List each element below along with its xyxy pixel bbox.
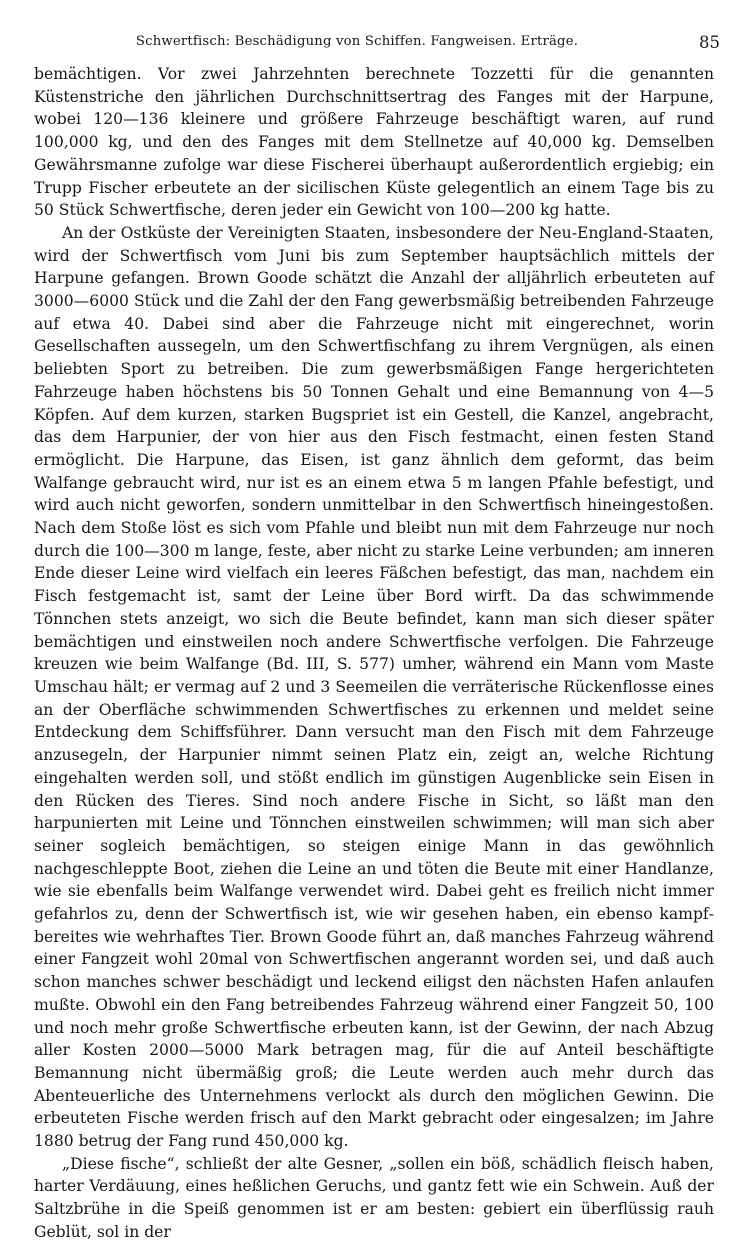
page-number: 85: [699, 33, 720, 52]
page-header: [34, 34, 720, 58]
paragraph-gesner-quote: „Diese fische“, schließt der alte Gesner, „sollen ein böß, schädlich fleisch haben, harter Verdäuung, eines heßlichen Geruchs, und gantz fett wie ein Schwein. Auß der Saltzbrühe in die Speiß genommen ist er am besten: gebiert ein überflüssig rauh Geblüt, sol in der: [34, 1154, 714, 1241]
body-text: [34, 63, 714, 1244]
running-head: Schwertfisch: Beschädigung von Schiffen. Fangweisen. Erträge.: [135, 34, 579, 49]
paragraph-continuation: bemächtigen. Vor zwei Jahrzehnten berechnete Tozzetti für die genannten Küstenstriche den jährlichen Durchschnittsertrag des Fanges mit der Harpune, wobei 120—136 kleinere und größere Fahrzeuge beschäftigt waren, auf rund 100,000 kg, und den des Fanges mit dem Stellnetze auf 40,000 kg. Demselben Gewährsmanne zufolge war diese Fischerei überhaupt außerordentlich ergiebig; ein Trupp Fischer erbeutete an der sicilischen Küste gelegentlich an einem Tage bis zu 50 Stück Schwertfische, deren jeder ein Gewicht von 100—200 kg hatte.: [34, 65, 714, 220]
paragraph-east-coast-fishing: An der Ostküste der Vereinigten Staaten, insbesondere der Neu-England-Staaten, wird der Schwertfisch vom Juni bis zum September hauptsächlich mittels der Harpune gefangen. Brown Goode schätzt die Anzahl der alljährlich erbeuteten auf 3000—6000 Stück und die Zahl der den Fang gewerbsmäßig betreibenden Fahrzeuge auf etwa 40. Dabei sind aber die Fahrzeuge nicht mit eingerechnet, worin Gesellschaften aussegeln, um den Schwertfischfang zu ihrem Vergnügen, als einen beliebten Sport zu betreiben. Die zum gewerbsmäßigen Fange hergerichteten Fahrzeuge haben höchstens bis 50 Tonnen Gehalt und eine Bemannung von 4—5 Köpfen. Auf dem kurzen, starken Bugspriet ist ein Gestell, die Kanzel, angebracht, das dem Harpunier, der von hier aus den Fisch festmacht, einen festen Stand ermöglicht. Die Harpune, das Eisen, ist ganz ähnlich dem geformt, das beim Walfange gebraucht wird, nur ist es an einem etwa 5 m langen Pfahle befestigt, und wird auch nicht geworfen, sondern unmittelbar in den Schwertfisch hineingestoßen. Nach dem Stoße löst es sich vom Pfahle und bleibt nun mit dem Fahrzeuge nur noch durch die 100—300 m lange, feste, aber nicht zu starke Leine verbunden; am inneren Ende dieser Leine wird vielfach ein leeres Fäßchen befestigt, das man, nachdem ein Fisch festgemacht ist, samt der Leine über Bord wirft. Da das schwimmende Tönnchen stets anzeigt, wo sich die Beute befindet, kann man sich dieser später bemächtigen und einstweilen noch andere Schwertfische verfolgen. Die Fahrzeuge kreuzen wie beim Walfange (Bd. III, S. 577) umher, während ein Mann vom Maste Umschau hält; er vermag auf 2 und 3 Seemeilen die verräterische Rückenflosse eines an der Oberfläche schwimmenden Schwertfisches zu erkennen und meldet seine Entdeckung dem Schiffsführer. Dann versucht man den Fisch mit dem Fahrzeuge anzusegeln, der Harpunier nimmt seinen Platz ein, zeigt an, welche Richtung eingehalten werden soll, und stößt endlich im günstigen Augenblicke sein Eisen in den Rücken des Tieres. Sind noch andere Fische in Sicht, so läßt man den harpunierten mit Leine und Tönnchen einstweilen schwimmen; will man sich aber seiner sogleich bemächtigen, so steigen einige Mann in das gewöhnlich nachgeschleppte Boot, ziehen die Leine an und töten die Beute mit einer Handlanze, wie sie ebenfalls beim Walfange verwendet wird. Dabei geht es freilich nicht immer gefahrlos zu, denn der Schwertfisch ist, wie wir gesehen haben, ein ebenso kampfbereites wie wehrhaftes Tier. Brown Goode führt an, daß manches Fahrzeug während einer Fangzeit wohl 20mal von Schwertfischen angerannt worden sei, und daß auch schon manches schwer beschädigt und leckend eiligst den nächsten Hafen anlaufen mußte. Obwohl ein den Fang betreibendes Fahrzeug während einer Fangzeit 50, 100 und noch mehr große Schwertfische erbeuten kann, ist der Gewinn, der nach Abzug aller Kosten 2000—5000 Mark betragen mag, für die auf Anteil beschäftigte Bemannung nicht übermäßig groß; die Leute werden auch mehr durch das Abenteuerliche des Unternehmens verlockt als durch den möglichen Gewinn. Die erbeuteten Fische werden frisch auf den Markt gebracht oder eingesalzen; im Jahre 1880 betrug der Fang rund 450,000 kg.: [34, 223, 714, 1151]
